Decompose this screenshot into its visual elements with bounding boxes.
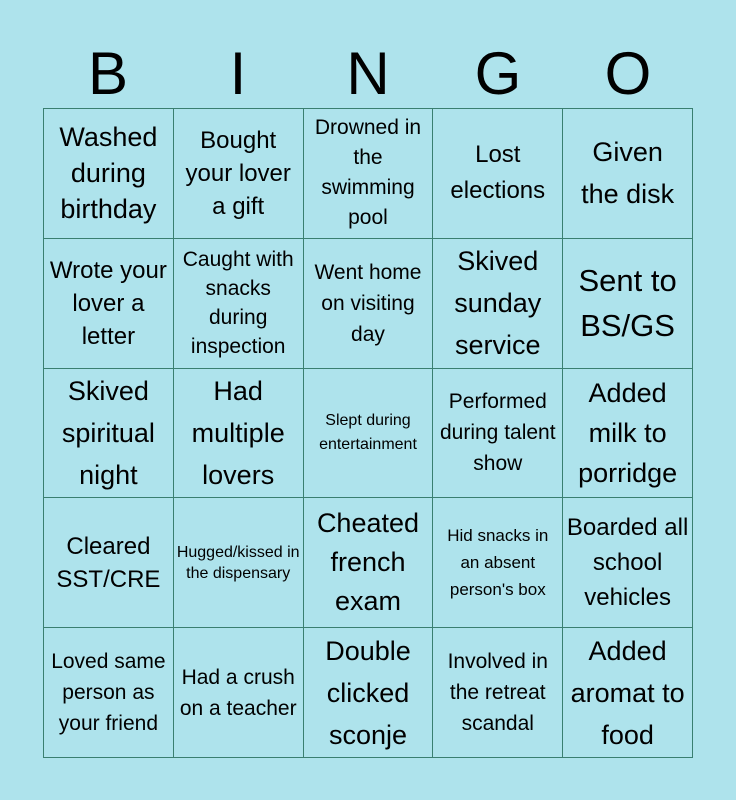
bingo-cell[interactable] (304, 498, 434, 628)
bingo-cell[interactable] (563, 369, 693, 499)
cell-text: Drowned in the swimming pool (314, 116, 422, 230)
bingo-header (43, 40, 693, 108)
bingo-cell[interactable] (44, 109, 174, 239)
cell-text: Skived spiritual night (61, 375, 155, 490)
bingo-cell[interactable] (174, 498, 304, 628)
bingo-cell[interactable] (44, 239, 174, 369)
bingo-cell[interactable] (174, 628, 304, 758)
cell-text: Had a crush on a teacher (179, 665, 297, 720)
bingo-cell[interactable] (433, 498, 563, 628)
header-letter-b: B (87, 40, 129, 107)
bingo-cell[interactable] (433, 369, 563, 499)
cell-text: Hugged/kissed in the dispensary (176, 543, 300, 582)
bingo-cell[interactable] (174, 239, 304, 369)
header-letter-o: O (604, 40, 652, 107)
cell-text: Wrote your lover a letter (49, 256, 167, 350)
cell-text: Boarded all school vehicles (566, 514, 689, 612)
bingo-cell[interactable] (433, 628, 563, 758)
bingo-cell[interactable] (433, 109, 563, 239)
bingo-cell[interactable] (304, 109, 434, 239)
cell-text: Given the disk (581, 137, 675, 210)
cell-text: Bought your lover a gift (185, 126, 291, 220)
cell-text: Double clicked sconje (325, 635, 411, 750)
bingo-cell[interactable] (174, 369, 304, 499)
cell-text: Went home on visiting day (314, 260, 422, 346)
cell-text: Caught with snacks during inspection (182, 248, 294, 359)
cell-text: Cleared SST/CRE (56, 532, 161, 593)
bingo-cell[interactable] (563, 628, 693, 758)
cell-text: Sent to BS/GS (578, 263, 677, 344)
bingo-cell[interactable] (44, 369, 174, 499)
bingo-cell[interactable] (174, 109, 304, 239)
bingo-cell[interactable] (44, 628, 174, 758)
cell-text: Involved in the retreat scandal (447, 650, 548, 736)
cell-text: Cheated french exam (316, 508, 420, 617)
header-letter-n: N (346, 40, 390, 107)
cell-text: Hid snacks in an absent person's box (447, 526, 549, 600)
cell-text: Lost elections (450, 141, 546, 205)
cell-text: Performed during talent show (439, 390, 556, 476)
bingo-cell[interactable] (563, 239, 693, 369)
cell-text: Slept during entertainment (319, 411, 417, 453)
bingo-cell[interactable] (433, 239, 563, 369)
bingo-cell[interactable] (304, 369, 434, 499)
header-letter-g: G (474, 40, 522, 107)
bingo-cell[interactable] (304, 239, 434, 369)
cell-text: Loved same person as your friend (51, 650, 166, 736)
bingo-cell[interactable] (563, 109, 693, 239)
header-letter-i: I (229, 40, 247, 107)
cell-text: Added aromat to food (570, 635, 685, 750)
bingo-board (43, 108, 693, 758)
bingo-cell[interactable] (44, 498, 174, 628)
bingo-cell[interactable] (563, 498, 693, 628)
cell-text: Added milk to porridge (578, 377, 678, 488)
cell-text: Had multiple lovers (191, 375, 285, 490)
cell-text: Washed during birthday (59, 122, 158, 225)
cell-text: Skived sunday service (454, 246, 542, 361)
bingo-cell[interactable] (304, 628, 434, 758)
